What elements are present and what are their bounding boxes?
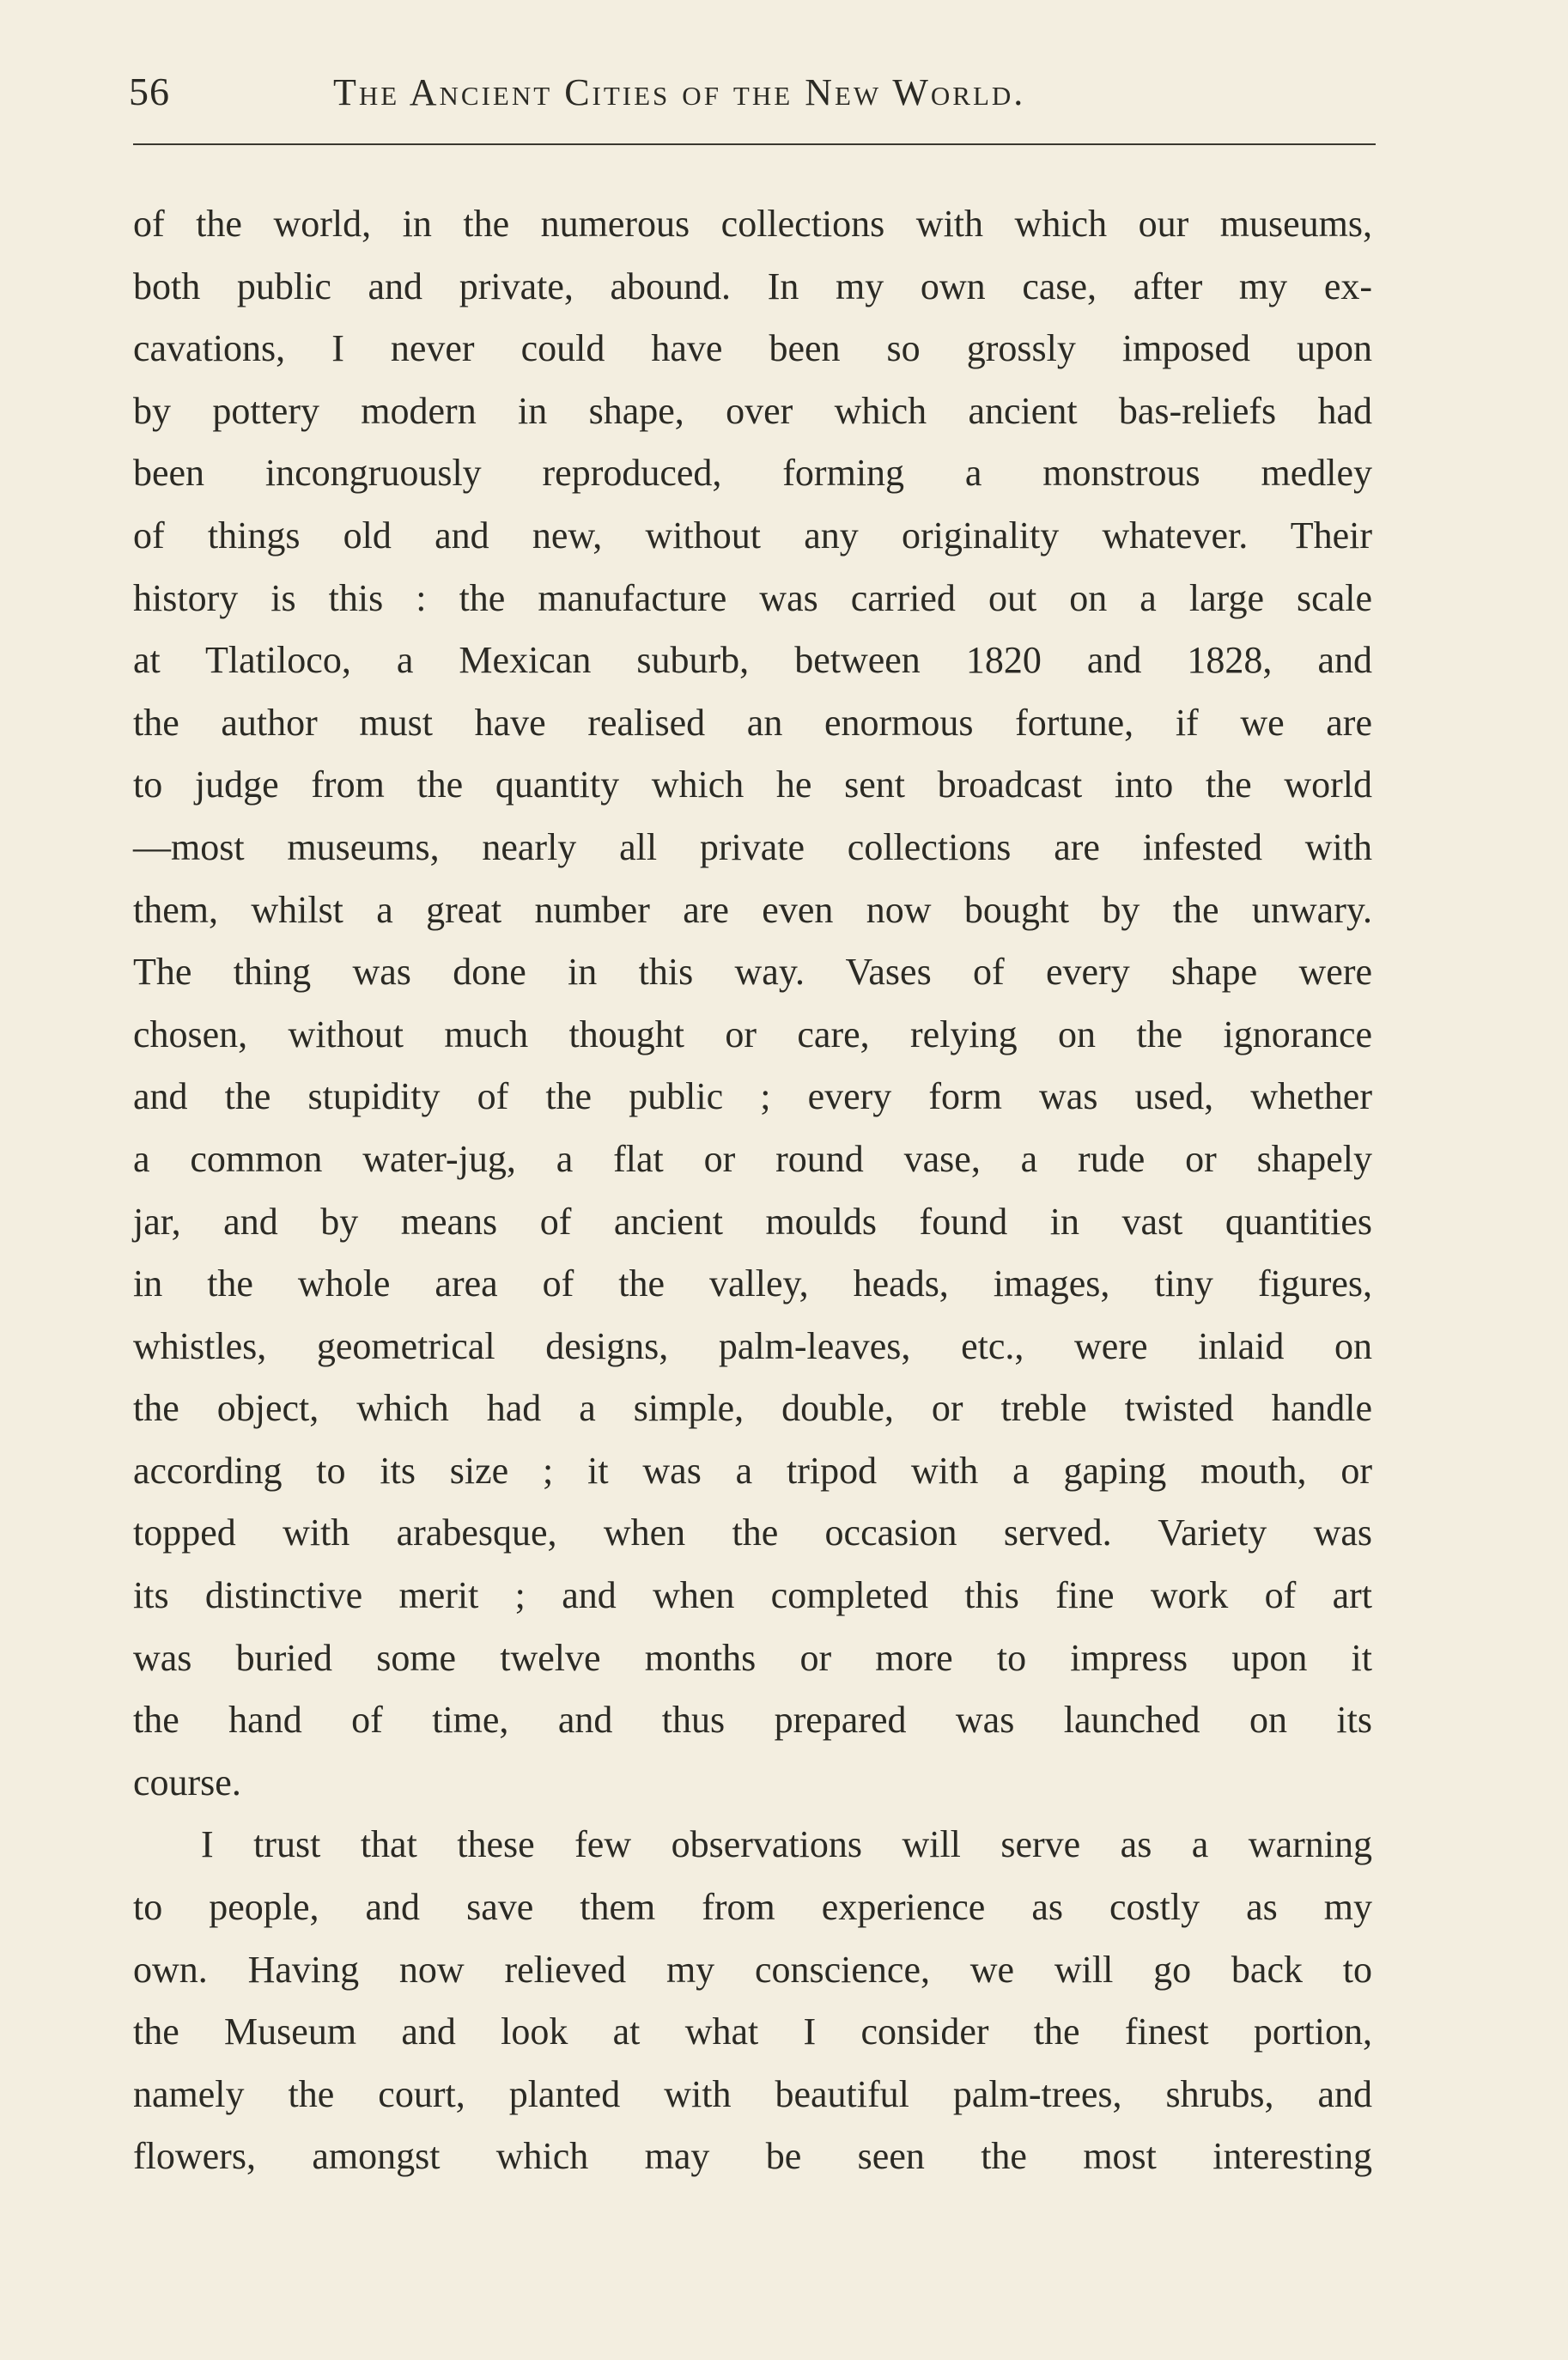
text-line: flowers, amongst which may be seen the most interesting <box>133 2135 1372 2178</box>
text-line: jar, and by means of ancient moulds found in vast quantities <box>133 1200 1372 1243</box>
text-line: cavations, I never could have been so grossly imposed upon <box>133 327 1372 370</box>
text-line: the hand of time, and thus prepared was launched on its <box>133 1699 1372 1742</box>
paragraph-2 <box>133 1814 1372 2188</box>
text-line: in the whole area of the valley, heads, images, tiny figures, <box>133 1262 1372 1305</box>
text-line: its distinctive merit ; and when completed this fine work of art <box>133 1574 1372 1617</box>
page-number: 56 <box>129 70 170 113</box>
text-line: of the world, in the numerous collections with which our museums, <box>133 203 1372 245</box>
text-line: chosen, without much thought or care, relying on the ignorance <box>133 1013 1372 1055</box>
text-line: the author must have realised an enormous fortune, if we are <box>133 701 1372 744</box>
text-line: of things old and new, without any originality whatever. Their <box>133 514 1372 557</box>
running-title: The Ancient Cities of the New World. <box>333 71 1026 113</box>
text-line: history is this : the manufacture was carried out on a large scale <box>133 576 1372 619</box>
text-line: been incongruously reproduced, forming a monstrous medley <box>133 452 1372 495</box>
text-line: by pottery modern in shape, over which ancient bas-reliefs had <box>133 389 1372 432</box>
text-line: and the stupidity of the public ; every form was used, whether <box>133 1075 1372 1118</box>
text-line: them, whilst a great number are even now bought by the unwary. <box>133 888 1372 931</box>
text-line: whistles, geometrical designs, palm-leaves, etc., were inlaid on <box>133 1324 1372 1367</box>
text-line: the object, which had a simple, double, or treble twisted handle <box>133 1387 1372 1430</box>
paragraph-1 <box>133 193 1372 1814</box>
body-text <box>133 193 1372 2188</box>
text-line: to judge from the quantity which he sent broadcast into the world <box>133 763 1372 806</box>
text-line: to people, and save them from experience as costly as my <box>133 1886 1372 1929</box>
text-line: according to its size ; it was a tripod with a gaping mouth, or <box>133 1449 1372 1492</box>
text-line: namely the court, planted with beautiful palm-trees, shrubs, and <box>133 2072 1372 2115</box>
text-line: course. <box>133 1761 241 1803</box>
text-line: own. Having now relieved my conscience, we will go back to <box>133 1948 1372 1991</box>
text-line: —most museums, nearly all private collections are infested with <box>133 825 1372 868</box>
text-line: The thing was done in this way. Vases of every shape were <box>133 951 1372 994</box>
text-line: was buried some twelve months or more to impress upon it <box>133 1636 1372 1679</box>
page-header <box>129 69 1374 129</box>
text-line: I trust that these few observations will serve as a warning <box>201 1823 1372 1866</box>
header-rule <box>133 143 1376 145</box>
text-line: at Tlatiloco, a Mexican suburb, between 1820 and 1828, and <box>133 639 1372 682</box>
text-line: both public and private, abound. In my own case, after my ex- <box>133 265 1372 307</box>
text-line: topped with arabesque, when the occasion served. Variety was <box>133 1511 1372 1554</box>
text-line: a common water-jug, a flat or round vase, a rude or shapely <box>133 1137 1372 1180</box>
text-line: the Museum and look at what I consider the finest portion, <box>133 2010 1372 2053</box>
